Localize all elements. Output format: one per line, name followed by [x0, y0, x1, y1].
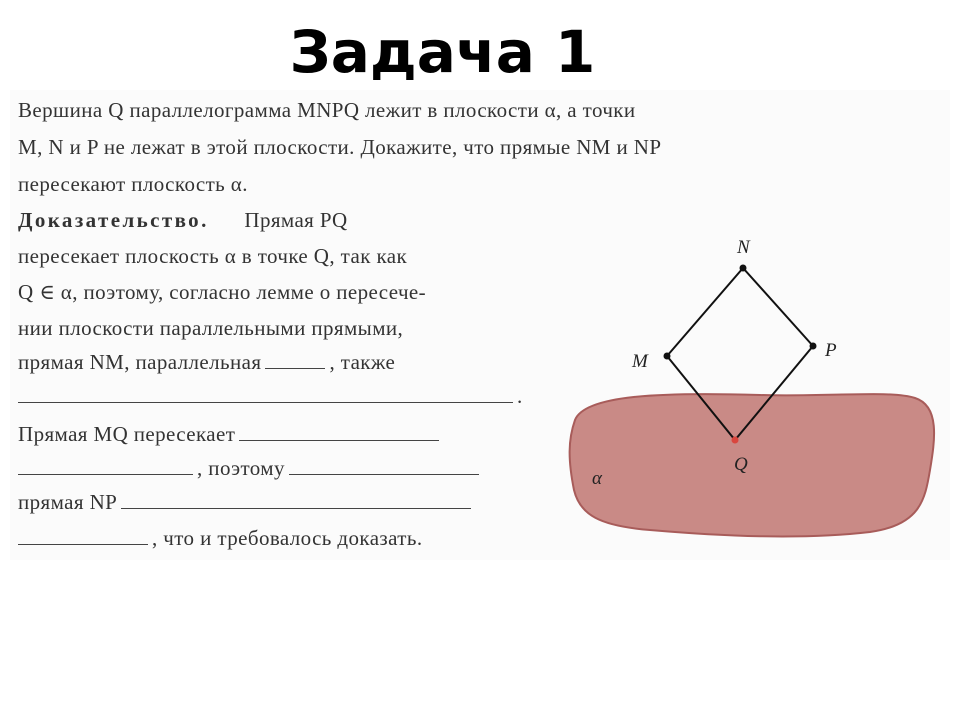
plane-alpha — [570, 394, 934, 536]
proof-line-5-b: , также — [329, 350, 396, 374]
proof-line-5-a: прямая NM, параллельная — [18, 350, 262, 374]
proof-line-7-text: Прямая MQ пересекает — [18, 422, 236, 446]
label-q: Q — [734, 454, 748, 475]
proof-line-6-end: . — [517, 384, 523, 408]
problem-line-1: Вершина Q параллелограмма MNPQ лежит в плоскости α, а точки — [18, 98, 636, 122]
proof-heading: Доказательство. — [18, 208, 209, 232]
point-n — [740, 265, 747, 272]
label-p: P — [825, 340, 837, 361]
problem-line-3: пересекают плоскость α. — [18, 172, 248, 196]
label-m: M — [632, 351, 648, 372]
problem-line-2: M, N и P не лежат в этой плоскости. Докажите, что прямые NM и NP — [18, 135, 662, 159]
edges-front — [667, 268, 813, 356]
point-q — [732, 437, 739, 444]
proof-line-1-rest: Прямая PQ — [244, 208, 348, 232]
proof-line-8-text: , поэтому — [197, 456, 285, 480]
proof-line-9-text: прямая NP — [18, 490, 118, 514]
label-n: N — [737, 237, 750, 258]
label-alpha: α — [592, 468, 602, 489]
point-m — [664, 353, 671, 360]
proof-line-2: пересекает плоскость α в точке Q, так как — [18, 244, 408, 268]
page-title: Задача 1 — [289, 18, 596, 86]
proof-line-4: нии плоскости параллельными прямыми, — [18, 316, 404, 340]
proof-line-3: Q ∈ α, поэтому, согласно лемме о пересече- — [18, 280, 427, 304]
point-p — [810, 343, 817, 350]
proof-line-10-text: , что и требовалось доказать. — [152, 526, 423, 550]
